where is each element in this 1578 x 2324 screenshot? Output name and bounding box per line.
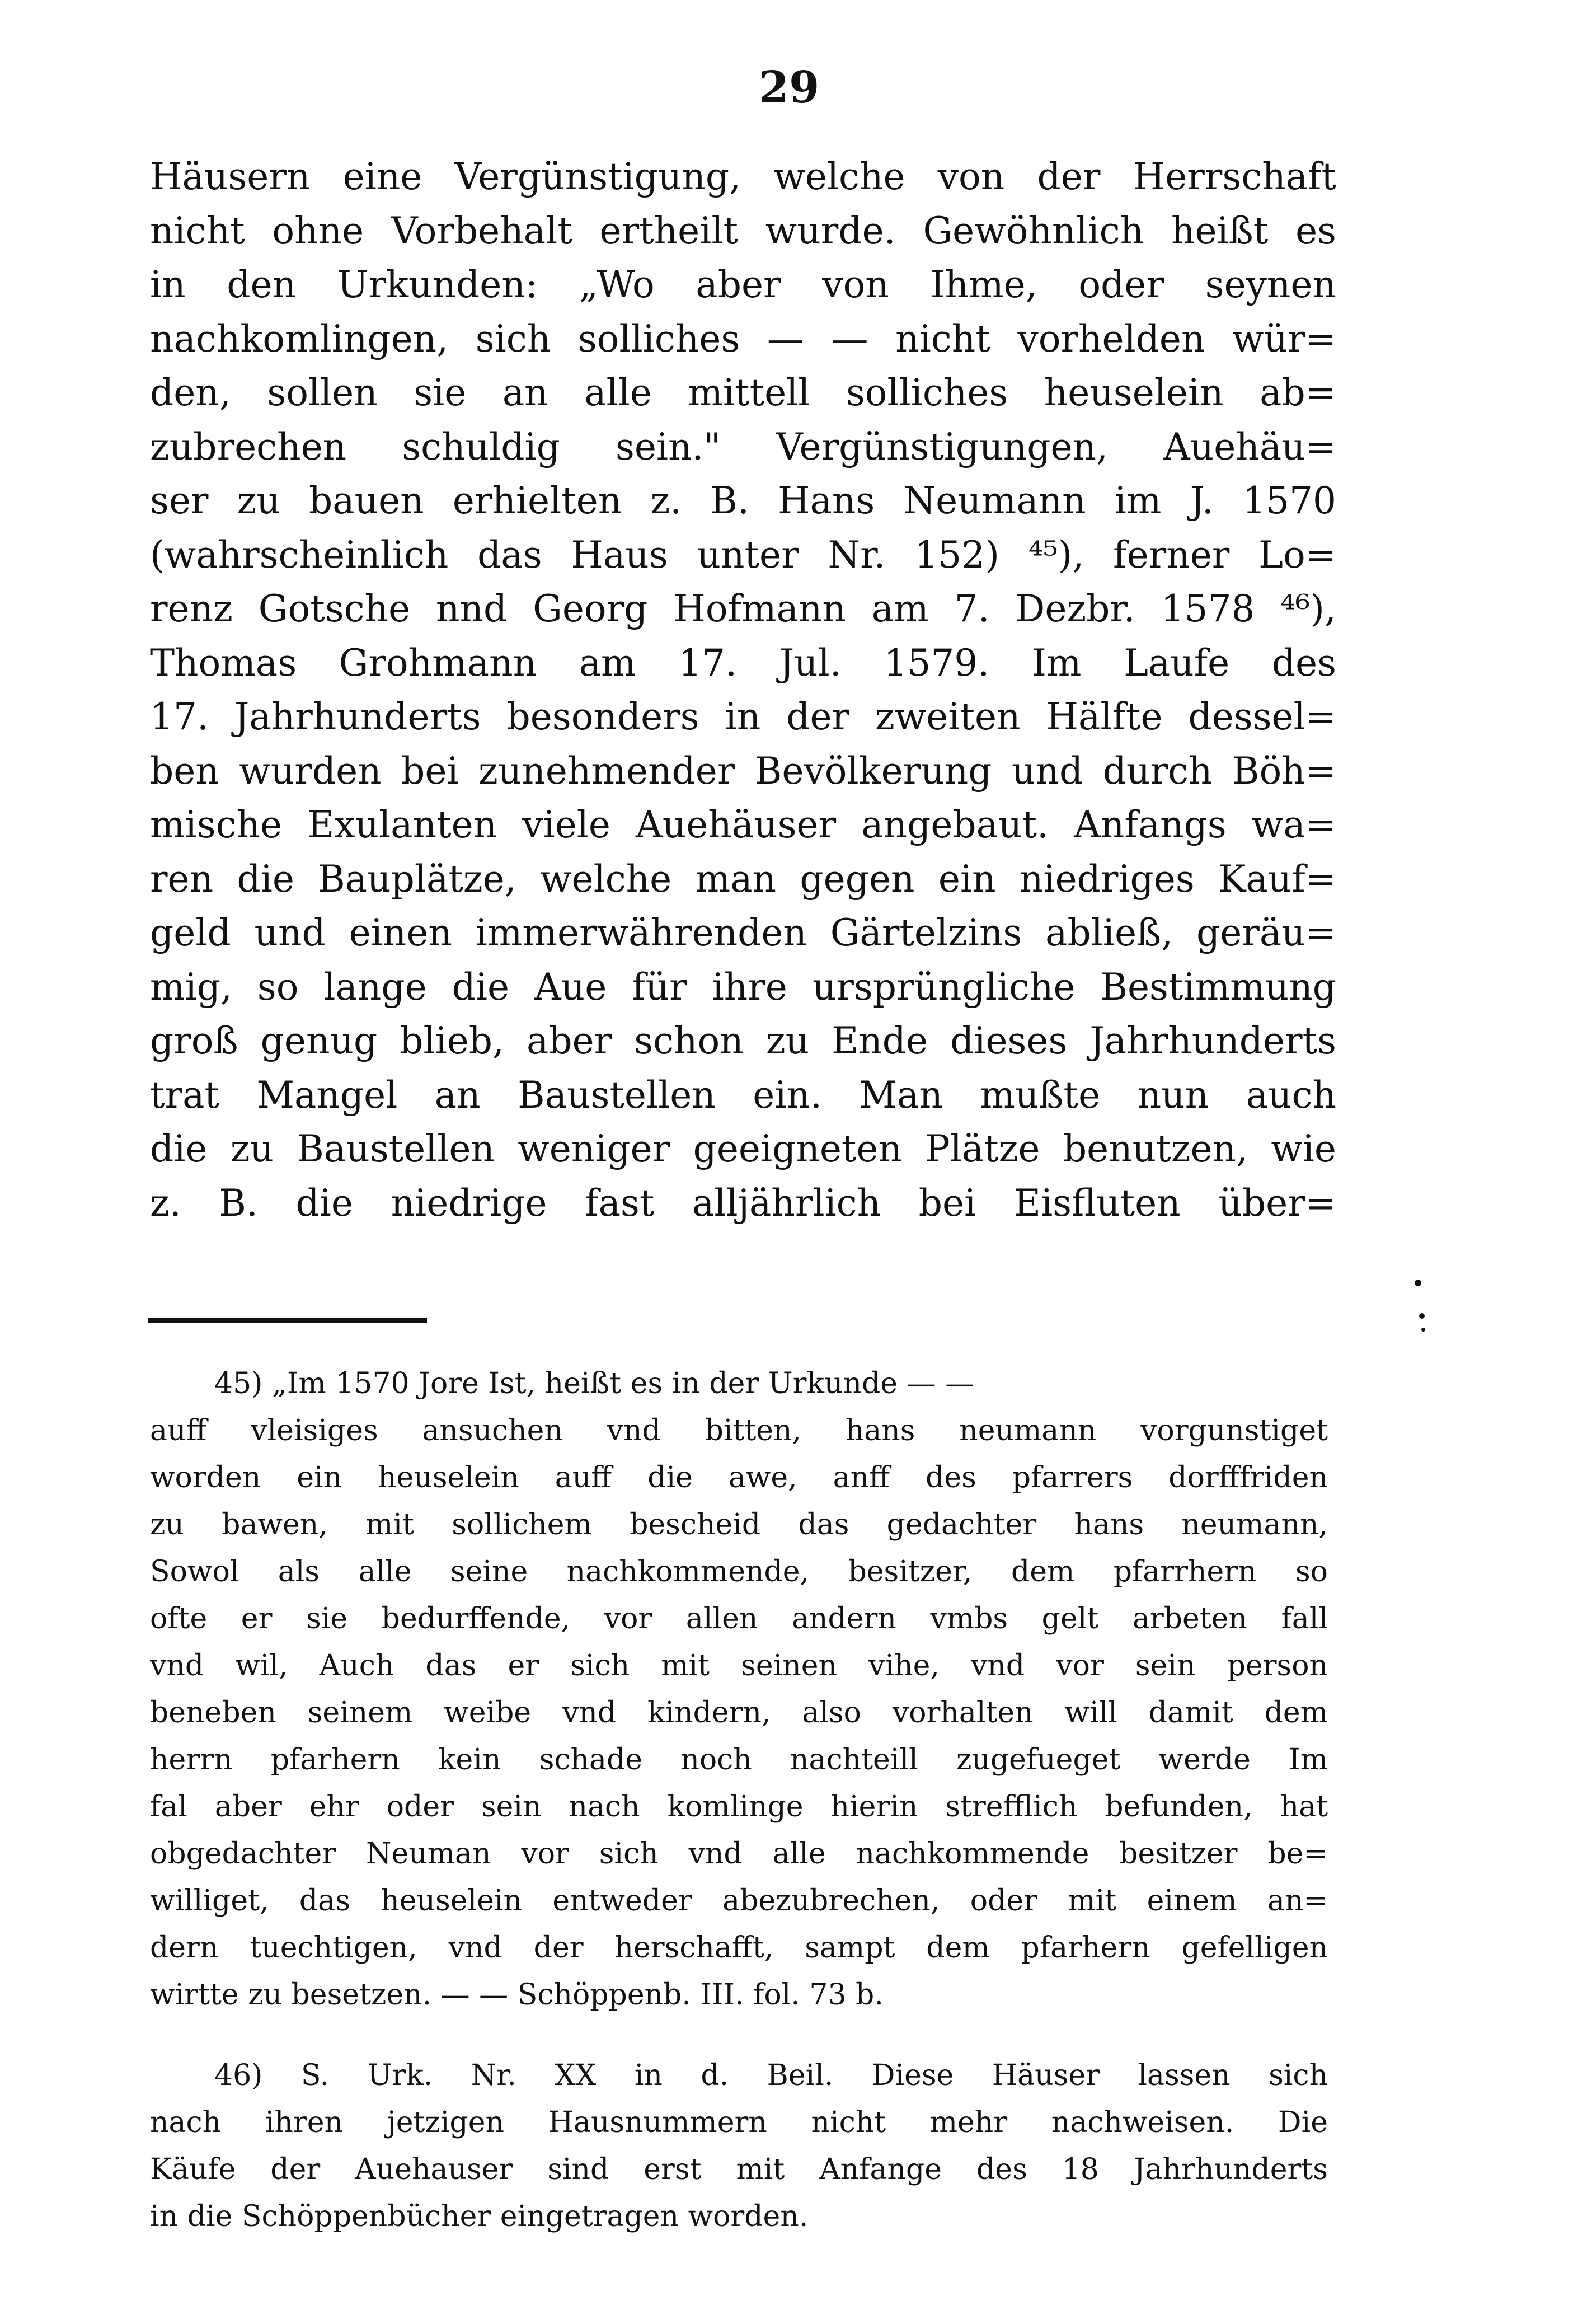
main-text — [150, 150, 1336, 1230]
text-line: ben wurden bei zunehmender Bevölkerung und durch Böh= — [150, 749, 1336, 793]
text-line: zubrechen schuldig sein." Vergünstigungen, Auehäu= — [150, 425, 1336, 468]
text-line: mig, so lange die Aue für ihre ursprüngliche Bestimmung — [150, 965, 1336, 1009]
footnote-45 — [150, 1360, 1328, 2018]
footnote-line: williget, das heuselein entweder abezubrechen, oder mit einem an= — [150, 1884, 1328, 1918]
footnote-line: Käufe der Auehauser sind erst mit Anfange des 18 Jahrhunderts — [150, 2153, 1328, 2186]
footnote-line: beneben seinem weibe vnd kindern, also vorhalten will damit dem — [150, 1696, 1328, 1730]
text-line: groß genug blieb, aber schon zu Ende dieses Jahrhunderts — [150, 1019, 1336, 1062]
footnote-line: fal aber ehr oder sein nach komlinge hierin strefflich befunden, hat — [150, 1790, 1328, 1824]
footnote-line: auff vleisiges ansuchen vnd bitten, hans neumann vorgunstiget — [150, 1414, 1328, 1447]
footnote-spacer — [150, 2018, 1328, 2052]
page-speck — [1419, 1313, 1425, 1319]
footnote-line: 46) S. Urk. Nr. XX in d. Beil. Diese Häuser lassen sich — [214, 2059, 1328, 2092]
text-line: renz Gotsche nnd Georg Hofmann am 7. Dezbr. 1578 ⁴⁶), — [150, 587, 1336, 630]
text-line: geld und einen immerwährenden Gärtelzins abließ, geräu= — [150, 911, 1336, 954]
text-line: Thomas Grohmann am 17. Jul. 1579. Im Laufe des — [150, 641, 1336, 685]
page-number: 29 — [758, 62, 820, 113]
text-line: nicht ohne Vorbehalt ertheilt wurde. Gewöhnlich heißt es — [150, 209, 1336, 252]
footnote-line: 45) „Im 1570 Jore Ist, heißt es in der Urkunde — — — [214, 1367, 975, 1400]
footnote-line: in die Schöppenbücher eingetragen worden. — [150, 2200, 809, 2233]
footnote-line: zu bawen, mit sollichem bescheid das gedachter hans neumann, — [150, 1508, 1328, 1541]
text-line: (wahrscheinlich das Haus unter Nr. 152) ⁴⁵), ferner Lo= — [150, 533, 1336, 577]
text-line: die zu Baustellen weniger geeigneten Plätze benutzen, wie — [150, 1127, 1336, 1170]
footnote-line: nach ihren jetzigen Hausnummern nicht mehr nachweisen. Die — [150, 2106, 1328, 2139]
footnote-line: obgedachter Neuman vor sich vnd alle nachkommende besitzer be= — [150, 1837, 1328, 1871]
text-line: nachkomlingen, sich solliches — — nicht vorhelden wür= — [150, 317, 1336, 360]
text-line: z. B. die niedrige fast alljährlich bei Eisfluten über= — [150, 1181, 1336, 1225]
footnote-line: ofte er sie bedurffende, vor allen andern vmbs gelt arbeten fall — [150, 1602, 1328, 1636]
footnote-line: Sowol als alle seine nachkommende, besitzer, dem pfarrhern so — [150, 1555, 1328, 1589]
text-line: den, sollen sie an alle mittell solliches heuselein ab= — [150, 371, 1336, 414]
footnote-divider — [148, 1318, 427, 1323]
text-line: Häusern eine Vergünstigung, welche von der Herrschaft — [150, 155, 1336, 198]
footnote-line: herrn pfarhern kein schade noch nachteill zugefueget werde Im — [150, 1743, 1328, 1777]
text-line: ser zu bauen erhielten z. B. Hans Neumann im J. 1570 — [150, 479, 1336, 522]
text-line: ren die Bauplätze, welche man gegen ein niedriges Kauf= — [150, 857, 1336, 901]
page-speck — [1415, 1280, 1421, 1286]
footnote-line: vnd wil, Auch das er sich mit seinen vihe, vnd vor sein person — [150, 1649, 1328, 1683]
footnote-46 — [150, 2052, 1328, 2240]
text-line: in den Urkunden: „Wo aber von Ihme, oder seynen — [150, 263, 1336, 306]
footnote-line: dern tuechtigen, vnd der herschafft, sampt dem pfarhern gefelligen — [150, 1931, 1328, 1965]
footnote-line: worden ein heuselein auff die awe, anff des pfarrers dorfffriden — [150, 1461, 1328, 1494]
text-line: trat Mangel an Baustellen ein. Man mußte nun auch — [150, 1073, 1336, 1117]
text-line: mische Exulanten viele Auehäuser angebaut. Anfangs wa= — [150, 803, 1336, 846]
footnote-line: wirtte zu besetzen. — — Schöppenb. III. fol. 73 b. — [150, 1978, 884, 2012]
page-speck — [1421, 1328, 1425, 1332]
text-line: 17. Jahrhunderts besonders in der zweiten Hälfte dessel= — [150, 695, 1336, 738]
footnotes — [150, 1360, 1328, 2240]
